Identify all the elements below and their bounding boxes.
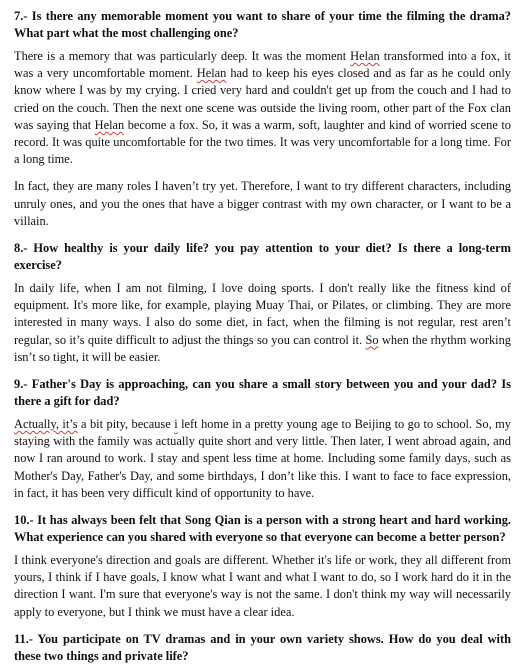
paragraph-text: a bit pity, because: [77, 417, 175, 432]
spellcheck-word: Helan: [196, 66, 227, 81]
spellcheck-word: Actually, it’s: [14, 417, 78, 432]
answer-8-paragraph-1: [14, 280, 511, 366]
spellcheck-word: i: [174, 417, 178, 432]
paragraph-text: become a fox. So, it was a warm, soft, laughter and kind of worried scene to record. It was quite uncomfortable for the two times. It was very uncomfortable for a long time. For a long time.: [14, 117, 511, 167]
paragraph-text: In daily life, when I am not filming, I love doing sports. I don't really like the fitness kind of equipment. It's more like, for example, playing Muay Thai, or Pilates, or climbing. They are more interested in many ways. I also do some diet, in fact, when the filming is not regular, rest aren’t regular, so it’s quite difficult to adjust the things so you can control it.: [14, 281, 511, 347]
question-9: 9.- Father's Day is approaching, can you share a small story between you and your dad? Is there a gift for dad?: [14, 377, 511, 409]
answer-7-paragraph-1: [14, 48, 511, 168]
answer-9-paragraph-1: [14, 416, 511, 502]
spellcheck-word: Helan: [350, 49, 380, 63]
question-10: 10.- It has always been felt that Song Qian is a person with a strong heart and hard working. What experience can you shared with everyone so that everyone can become a better person?: [14, 513, 511, 545]
paragraph-text: There is a memory that was particularly deep. It was the moment: [14, 49, 351, 63]
paragraph-text: transformed into a fox, it was a very uncomfortable moment.: [14, 49, 511, 81]
question-8: 8.- How healthy is your daily life? you pay attention to your diet? Is there a long-term exercise?: [14, 241, 511, 273]
answer-10-paragraph-1: [14, 552, 511, 621]
paragraph-text: had to keep his eyes closed and as far as he could only know where I was by my crying. I cried very hard and couldn't get up from the couch and I had to cried on the couch. Then the next one scene was outside the living room, other part of the Fox clan was saying that: [14, 66, 511, 132]
paragraph-text: I think everyone's direction and goals are different. Whether it's life or work, they all different from yours, I think if I have goals, I know what I want and what I want to do, so I work hard do it in the direction I want. I'm sure that everyone's way is not the same. I don't think my way will necessarily apply to everyone, but I think we must have a clear idea.: [14, 553, 511, 619]
paragraph-text: In fact, they are many roles I haven’t try yet. Therefore, I want to try different characters, including unruly ones, and you the ones that have a bigger contrast with my own character, or I want to be a villain.: [14, 179, 511, 228]
question-11: 11.- You participate on TV dramas and in your own variety shows. How do you deal with these two things and private life?: [14, 631, 511, 663]
spellcheck-word: Helan: [94, 117, 125, 132]
question-7: 7.- Is there any memorable moment you want to share of your time the filming the drama? What part what the most challenging one?: [14, 9, 511, 40]
answer-7-paragraph-2: [14, 178, 511, 230]
spellcheck-word: So: [365, 332, 379, 347]
paragraph-text: when the rhythm working isn’t so tight, it will be easier.: [14, 332, 511, 364]
paragraph-text: left home in a pretty young age to Beijing to go to school. So, my staying with the family was actually quite short and very little. Then later, I went abroad again, and now I ran around to work. I stay and spent less time at home. Including some family days, such as Mother's Day, Father's Day, and some birthdays, I don’t like this. I want to face to face expression, in fact, it has been very difficult kind of opportunity to have.: [14, 417, 511, 500]
